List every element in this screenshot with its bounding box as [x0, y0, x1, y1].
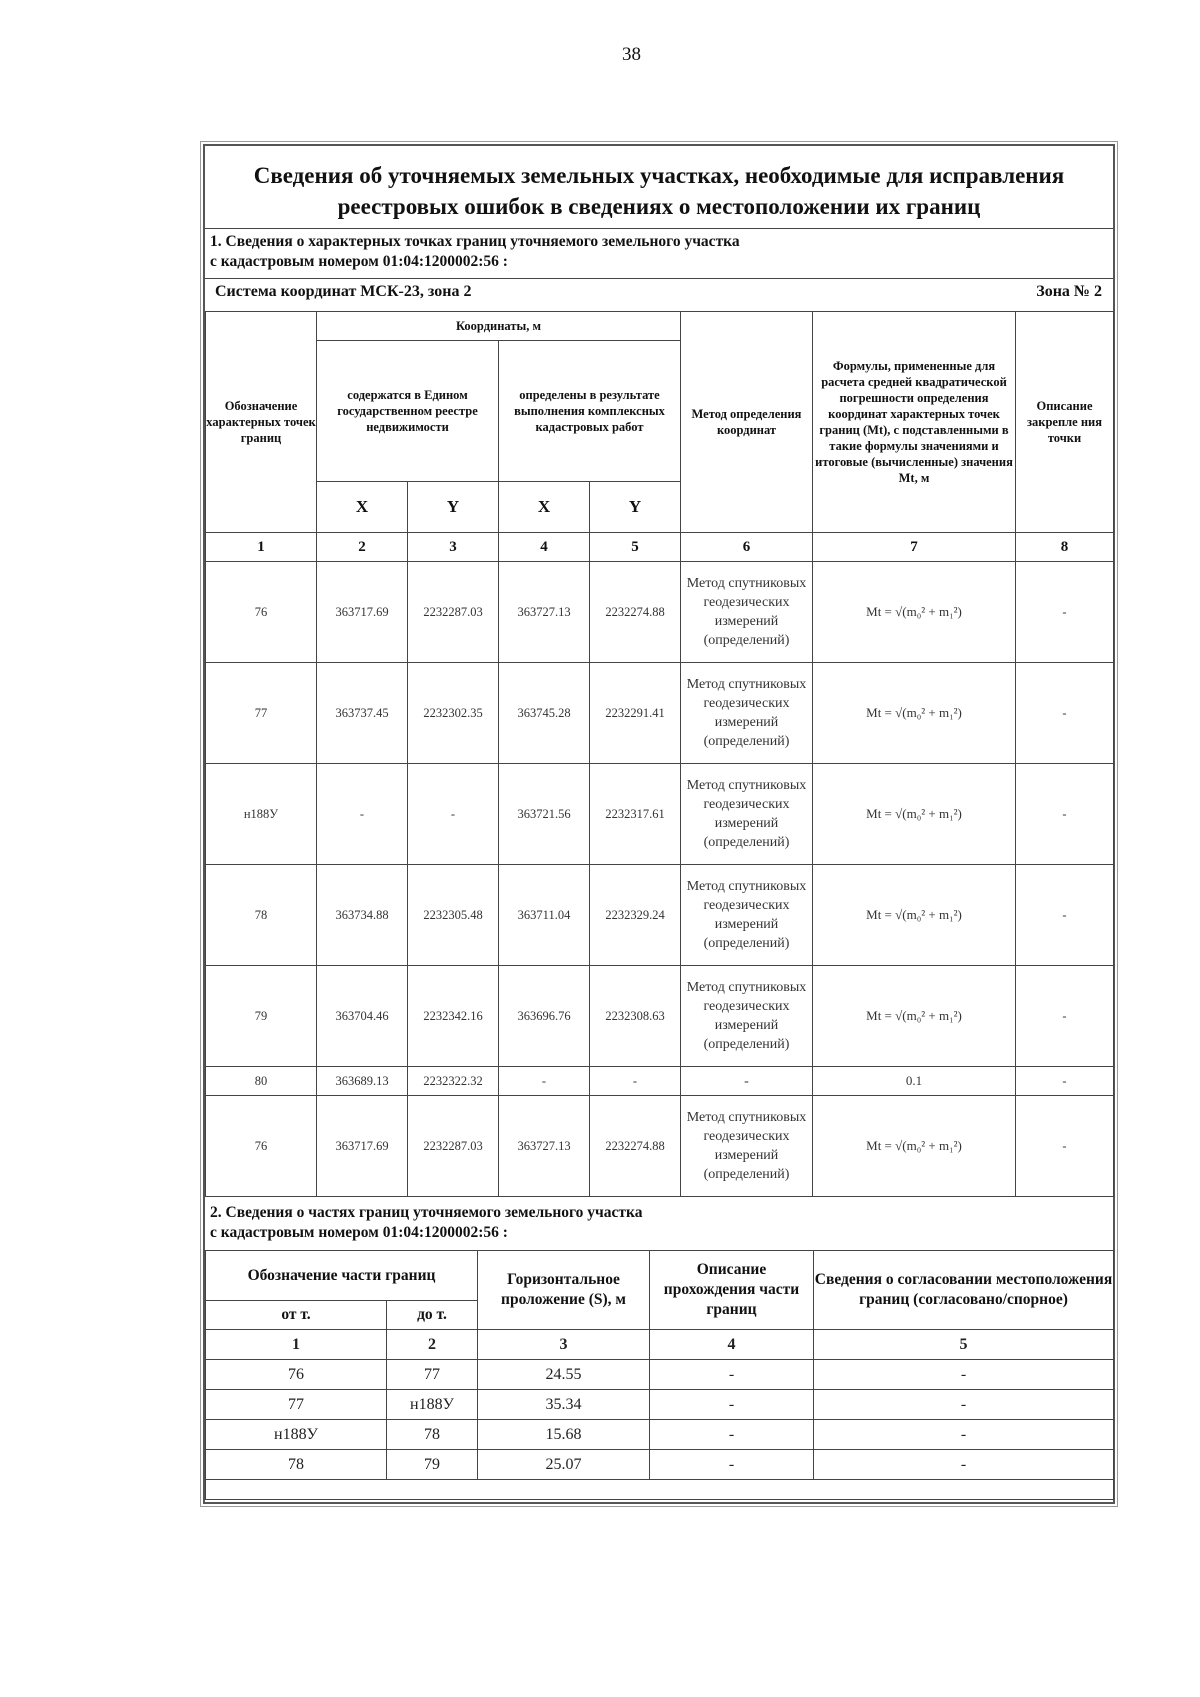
registry-x: -: [317, 764, 408, 865]
section1-heading: [210, 232, 740, 272]
determined-x: 363745.28: [499, 663, 590, 764]
point-id: 80: [206, 1067, 317, 1096]
determined-x: 363727.13: [499, 562, 590, 663]
method: -: [681, 1067, 813, 1096]
method: Метод спутниковых геодезических измерений (определений): [681, 562, 813, 663]
point-id: 76: [206, 1096, 317, 1197]
header-y: Y: [408, 482, 499, 533]
divider: [205, 278, 1113, 279]
column-number: 4: [650, 1330, 814, 1360]
fixation-description: -: [1016, 966, 1114, 1067]
header-passage-description: Описание прохождения части границ: [650, 1251, 814, 1330]
registry-x: 363717.69: [317, 1096, 408, 1197]
header-part-designation: Обозначение части границ: [206, 1251, 478, 1301]
determined-y: 2232291.41: [590, 663, 681, 764]
agreement-status: -: [814, 1390, 1114, 1420]
point-id: 79: [206, 966, 317, 1067]
method: Метод спутниковых геодезических измерений (определений): [681, 1096, 813, 1197]
column-number: 8: [1016, 533, 1114, 562]
header-determined: определены в результате выполнения комплексных кадастровых работ: [499, 341, 681, 482]
fixation-description: -: [1016, 764, 1114, 865]
determined-y: -: [590, 1067, 681, 1096]
registry-x: 363737.45: [317, 663, 408, 764]
column-number: 5: [814, 1330, 1114, 1360]
agreement-status: -: [814, 1360, 1114, 1390]
formula: Mt = √(m₀² + m₁²): [813, 966, 1016, 1067]
page-number: 38: [622, 44, 641, 65]
coordinate-system: Система координат МСК-23, зона 2: [215, 283, 472, 300]
column-number: 1: [206, 1330, 387, 1360]
header-x: X: [317, 482, 408, 533]
empty-row: [206, 1480, 1114, 1500]
registry-y: 2232305.48: [408, 865, 499, 966]
table-row: [206, 1480, 1114, 1500]
section2-heading-line1: 2. Сведения о частях границ уточняемого земельного участка: [210, 1204, 643, 1221]
zone-label: Зона № 2: [1036, 283, 1102, 300]
registry-y: 2232322.32: [408, 1067, 499, 1096]
header-to-point: до т.: [387, 1301, 478, 1330]
method: Метод спутниковых геодезических измерений (определений): [681, 865, 813, 966]
column-number: 4: [499, 533, 590, 562]
agreement-status: -: [814, 1420, 1114, 1450]
horizontal-length: 35.34: [478, 1390, 650, 1420]
point-id: н188У: [206, 764, 317, 865]
fixation-description: -: [1016, 1096, 1114, 1197]
table-row: [206, 663, 1114, 764]
registry-x: 363704.46: [317, 966, 408, 1067]
header-coordinates: Координаты, м: [317, 312, 681, 341]
header-designation: Обозначение характерных точек границ: [206, 312, 317, 533]
registry-y: 2232287.03: [408, 562, 499, 663]
method: Метод спутниковых геодезических измерений (определений): [681, 966, 813, 1067]
registry-y: 2232287.03: [408, 1096, 499, 1197]
passage-description: -: [650, 1420, 814, 1450]
document-title: [205, 148, 1113, 228]
column-number: 3: [478, 1330, 650, 1360]
method: Метод спутниковых геодезических измерений (определений): [681, 764, 813, 865]
passage-description: -: [650, 1450, 814, 1480]
formula: Mt = √(m₀² + m₁²): [813, 562, 1016, 663]
header-horizontal-length: Горизонтальное проложение (S), м: [478, 1251, 650, 1330]
registry-y: 2232302.35: [408, 663, 499, 764]
section2-heading-line2: с кадастровым номером 01:04:1200002:56 :: [210, 1224, 508, 1241]
header-agreement: Сведения о согласовании местоположения границ (согласовано/спорное): [814, 1251, 1114, 1330]
determined-x: 363727.13: [499, 1096, 590, 1197]
point-id: 78: [206, 865, 317, 966]
determined-x: 363721.56: [499, 764, 590, 865]
title-line-2: реестровых ошибок в сведениях о местоположении их границ: [337, 194, 981, 219]
column-number: 7: [813, 533, 1016, 562]
table-row: [206, 562, 1114, 663]
formula: Mt = √(m₀² + m₁²): [813, 764, 1016, 865]
column-number: 6: [681, 533, 813, 562]
to-point: н188У: [387, 1390, 478, 1420]
point-id: 77: [206, 663, 317, 764]
fixation-description: -: [1016, 865, 1114, 966]
formula: Mt = √(m₀² + m₁²): [813, 663, 1016, 764]
formula: 0.1: [813, 1067, 1016, 1096]
section1-heading-line2: с кадастровым номером 01:04:1200002:56 :: [210, 253, 508, 270]
to-point: 77: [387, 1360, 478, 1390]
table-row: [206, 865, 1114, 966]
formula: Mt = √(m₀² + m₁²): [813, 1096, 1016, 1197]
header-y: Y: [590, 482, 681, 533]
horizontal-length: 15.68: [478, 1420, 650, 1450]
determined-x: -: [499, 1067, 590, 1096]
determined-y: 2232329.24: [590, 865, 681, 966]
determined-x: 363711.04: [499, 865, 590, 966]
fixation-description: -: [1016, 1067, 1114, 1096]
from-point: н188У: [206, 1420, 387, 1450]
column-number: 2: [317, 533, 408, 562]
column-number: 3: [408, 533, 499, 562]
header-method: Метод определения координат: [681, 312, 813, 533]
section2-heading: [210, 1203, 642, 1243]
registry-y: -: [408, 764, 499, 865]
agreement-status: -: [814, 1450, 1114, 1480]
boundary-parts-table: [205, 1250, 1114, 1500]
points-table: [205, 311, 1114, 1197]
registry-y: 2232342.16: [408, 966, 499, 1067]
from-point: 76: [206, 1360, 387, 1390]
table-row: [206, 1390, 1114, 1420]
column-number: 2: [387, 1330, 478, 1360]
to-point: 78: [387, 1420, 478, 1450]
method: Метод спутниковых геодезических измерений (определений): [681, 663, 813, 764]
fixation-description: -: [1016, 663, 1114, 764]
table-row: [206, 764, 1114, 865]
header-in-registry: содержатся в Едином государственном реестре недвижимости: [317, 341, 499, 482]
passage-description: -: [650, 1390, 814, 1420]
header-formulas: Формулы, примененные для расчета средней квадратической погрешности определения координат характерных точек границ (Mt), с подставленными в такие формулы значениями и итоговые (вычисленные) значения Mt, м: [813, 312, 1016, 533]
title-line-1: Сведения об уточняемых земельных участках, необходимые для исправления: [253, 163, 1065, 188]
section1-heading-line1: 1. Сведения о характерных точках границ уточняемого земельного участка: [210, 233, 740, 250]
registry-x: 363734.88: [317, 865, 408, 966]
determined-y: 2232308.63: [590, 966, 681, 1067]
from-point: 78: [206, 1450, 387, 1480]
table-row: [206, 1360, 1114, 1390]
divider: [205, 228, 1113, 229]
determined-x: 363696.76: [499, 966, 590, 1067]
table-row: [206, 1450, 1114, 1480]
table-row: [206, 1096, 1114, 1197]
column-number: 5: [590, 533, 681, 562]
header-x: X: [499, 482, 590, 533]
passage-description: -: [650, 1360, 814, 1390]
determined-y: 2232274.88: [590, 562, 681, 663]
header-from-point: от т.: [206, 1301, 387, 1330]
determined-y: 2232317.61: [590, 764, 681, 865]
header-description: Описание закрепле ния точки: [1016, 312, 1114, 533]
fixation-description: -: [1016, 562, 1114, 663]
point-id: 76: [206, 562, 317, 663]
registry-x: 363689.13: [317, 1067, 408, 1096]
horizontal-length: 24.55: [478, 1360, 650, 1390]
registry-x: 363717.69: [317, 562, 408, 663]
table-row: [206, 1420, 1114, 1450]
horizontal-length: 25.07: [478, 1450, 650, 1480]
column-number: 1: [206, 533, 317, 562]
determined-y: 2232274.88: [590, 1096, 681, 1197]
table-row: [206, 1067, 1114, 1096]
from-point: 77: [206, 1390, 387, 1420]
to-point: 79: [387, 1450, 478, 1480]
table-row: [206, 966, 1114, 1067]
formula: Mt = √(m₀² + m₁²): [813, 865, 1016, 966]
